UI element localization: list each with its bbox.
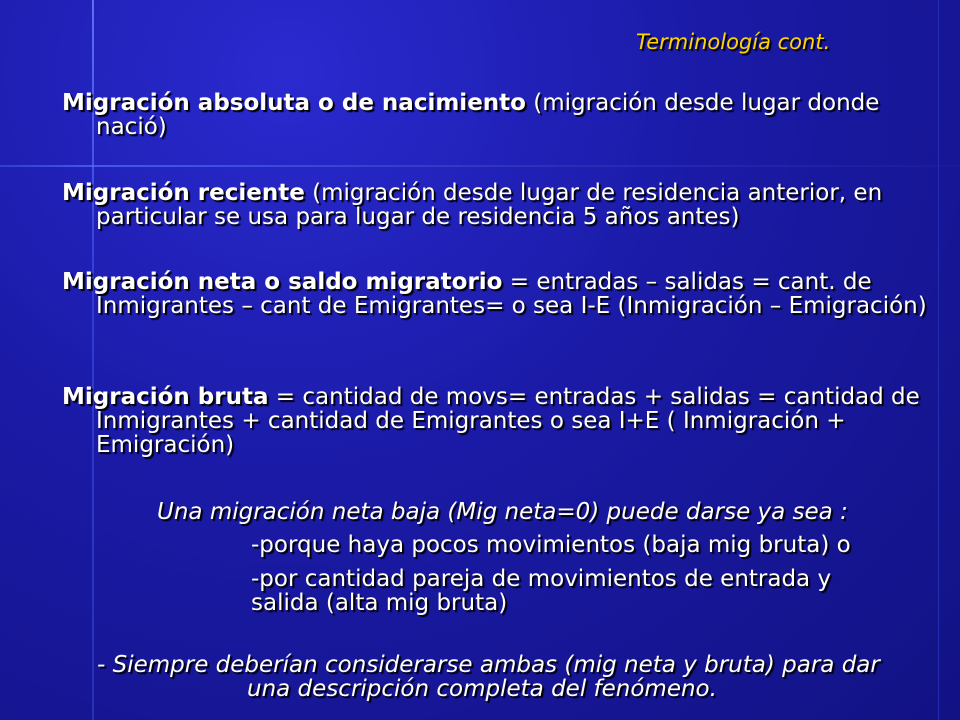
- term: Migración absoluta o de nacimiento: [62, 90, 526, 116]
- definition-absoluta: [62, 91, 954, 139]
- definition-reciente: [62, 181, 954, 229]
- term-desc: (migración desde lugar de residencia anterior, en particular se usa para lugar de residencia 5 años antes): [96, 180, 883, 230]
- term-desc: (migración desde lugar donde nació): [96, 90, 880, 140]
- bullet-cantidad-pareja: -por cantidad pareja de movimientos de entrada y salida (alta mig bruta): [251, 566, 832, 616]
- bullet-pocos-movimientos: -porque haya pocos movimientos (baja mig bruta) o: [251, 532, 851, 558]
- horizontal-decor-line: [0, 165, 960, 167]
- definition-bruta: [62, 385, 954, 457]
- term: Migración reciente: [62, 180, 305, 206]
- conclusion: [97, 653, 897, 701]
- note-neta-baja: Una migración neta baja (Mig neta=0) puede darse ya sea :: [157, 499, 848, 525]
- conclusion-part1: - Siempre deberían considerarse ambas (mig neta y bruta) para dar: [97, 652, 880, 678]
- term: Migración neta o saldo migratorio: [62, 269, 503, 295]
- term-desc: = cantidad de movs= entradas + salidas = cantidad de Inmigrantes + cantidad de Emigrantes o sea I+E ( Inmigración + Emigración): [96, 384, 920, 458]
- conclusion-part2: una descripción completa del fenómeno.: [247, 676, 717, 702]
- term: Migración bruta: [62, 384, 269, 410]
- slide-title: Terminología cont.: [636, 30, 831, 54]
- term-desc: = entradas – salidas = cant. de Inmigrantes – cant de Emigrantes= o sea I-E (Inmigración – Emigración): [96, 269, 927, 319]
- definition-neta: [62, 270, 954, 318]
